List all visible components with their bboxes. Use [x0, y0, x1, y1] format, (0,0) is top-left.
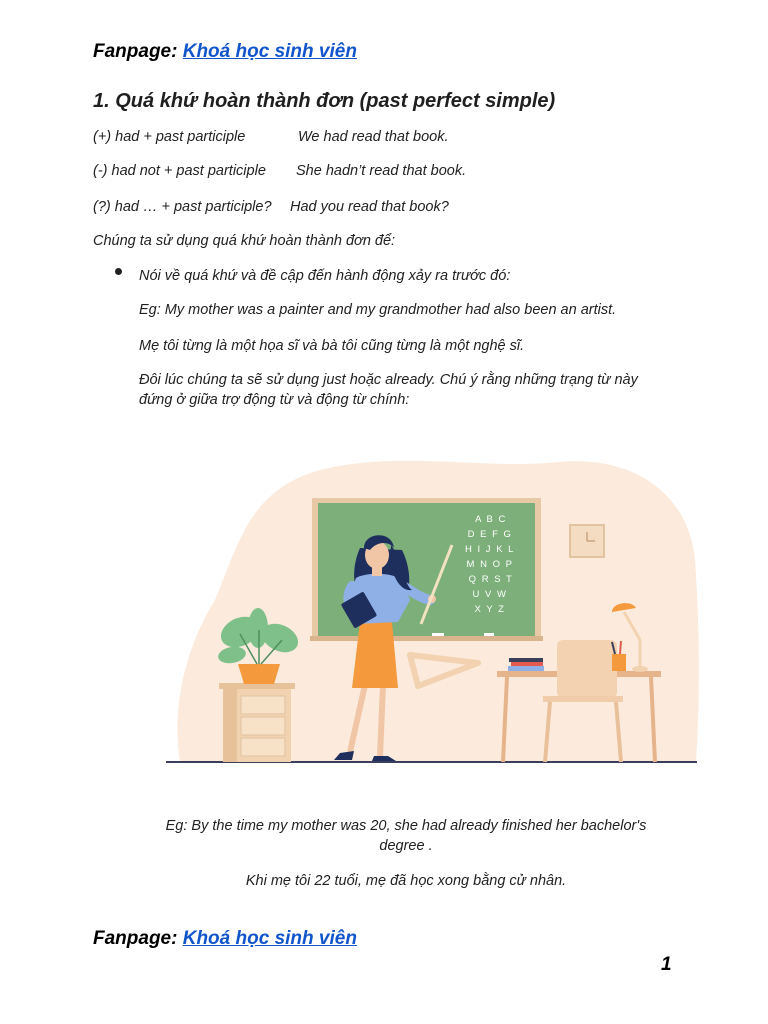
board-letters-line: H I J K L — [465, 544, 515, 555]
fanpage-link[interactable]: Khoá học sinh viên — [182, 41, 357, 62]
board-letters-line: Q R S T — [468, 574, 514, 585]
skirt — [352, 622, 398, 688]
board-letters-line: D E F G — [467, 529, 513, 540]
books — [508, 658, 544, 671]
board-letters-line: M N O P — [466, 559, 514, 570]
usage-intro: Chúng ta sử dụng quá khứ hoàn thành đơn để: — [93, 233, 396, 249]
form-question-example: Had you read that book? — [290, 199, 449, 215]
fanpage-link[interactable]: Khoá học sinh viên — [182, 928, 357, 949]
translation-2: Khi mẹ tôi 22 tuổi, mẹ đã học xong bằng cử nhân. — [245, 873, 567, 889]
plant-pot — [238, 664, 280, 684]
page-number: 1 — [661, 954, 672, 975]
form-positive-rule: (+) had + past participle — [93, 129, 246, 145]
form-negative-example: She hadn’t read that book. — [296, 163, 467, 179]
board-letters-line: A B C — [475, 514, 507, 525]
form-negative-rule: (-) had not + past participle — [93, 163, 266, 179]
board-letters-line: X Y Z — [474, 604, 506, 615]
bullet-text: Nói về quá khứ và đề cập đến hành động xảy ra trước đó: — [139, 268, 511, 284]
form-question-rule: (?) had … + past participle? — [93, 199, 272, 215]
section-title: 1. Quá khứ hoàn thành đơn (past perfect simple) — [93, 90, 556, 112]
form-positive-example: We had read that book. — [298, 129, 449, 145]
fanpage-label: Fanpage: — [93, 928, 178, 949]
board-letters-line: U V W — [472, 589, 508, 600]
example-2: Eg: By the time my mother was 20, she had already finished her bachelor's degree . — [165, 818, 647, 854]
translation-1: Mẹ tôi từng là một họa sĩ và bà tôi cũng từng là một nghệ sĩ. — [139, 338, 525, 354]
fanpage-footer — [93, 928, 357, 950]
pencil-cup — [612, 654, 626, 671]
fanpage-label: Fanpage: — [93, 41, 178, 62]
adverb-note: Đôi lúc chúng ta sẽ sử dụng just hoặc already. Chú ý rằng những trạng từ này đứng ở giữa trợ động từ và động từ chính: — [139, 372, 638, 408]
board-letters — [465, 514, 515, 615]
chalkboard-ledge — [310, 636, 543, 641]
example-1: Eg: My mother was a painter and my grandmother had also been an artist. — [139, 302, 617, 318]
